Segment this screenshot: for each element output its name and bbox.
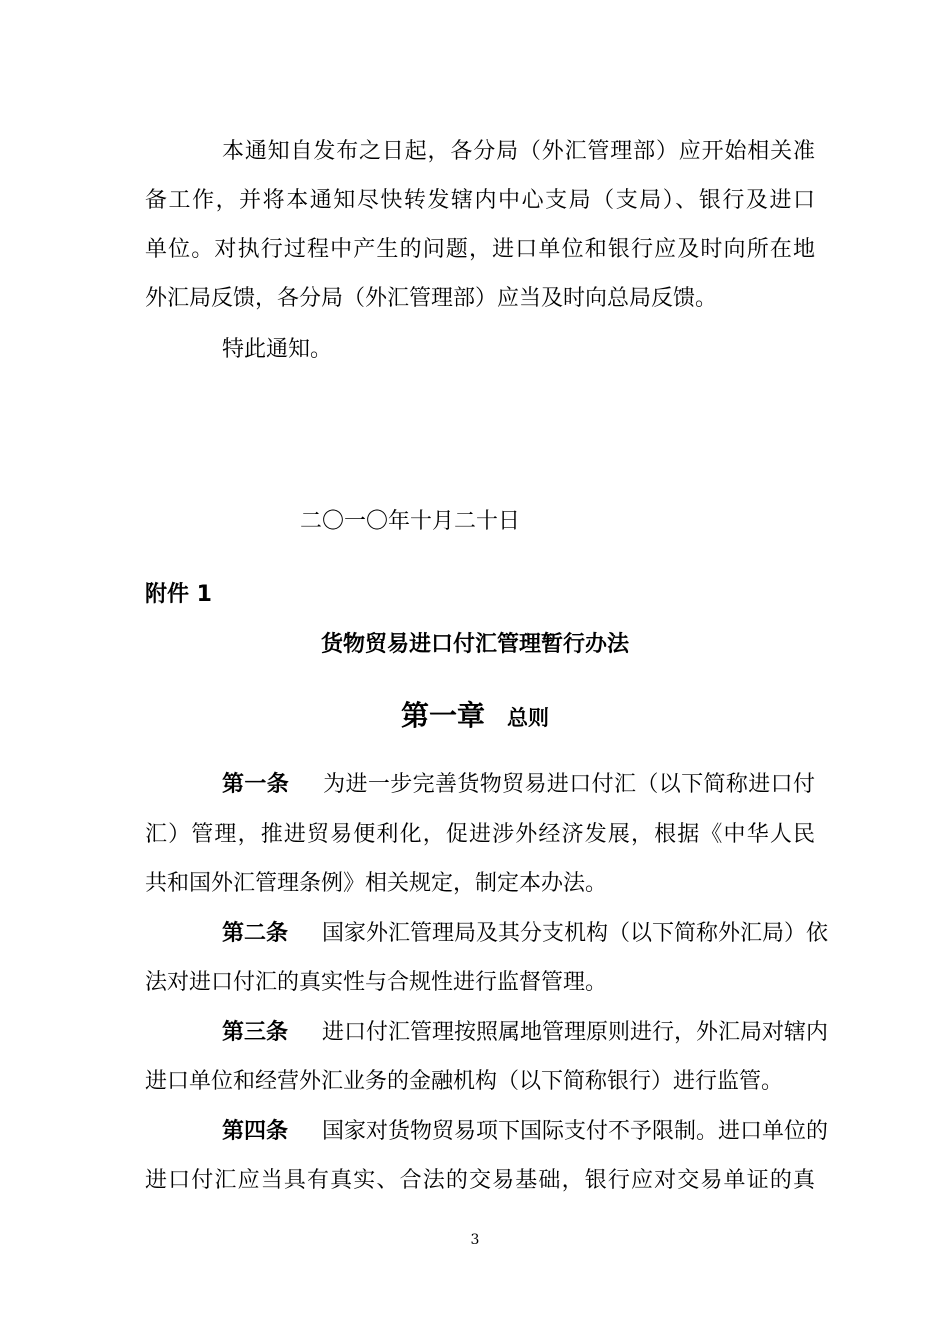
notice-date: 二〇一〇年十月二十日 <box>300 509 521 534</box>
article-label: 第三条 <box>222 1020 289 1045</box>
article-text: 国家对货物贸易项下国际支付不予限制。进口单位的 <box>322 1119 829 1144</box>
article-line <box>222 919 829 949</box>
article-label: 第四条 <box>222 1119 289 1144</box>
article-line <box>222 1117 829 1147</box>
article-line <box>222 1018 829 1048</box>
article-line: 进口单位和经营外汇业务的金融机构（以下简称银行）进行监管。 <box>145 1069 784 1094</box>
chapter-name: 总则 <box>507 706 549 730</box>
article-line: 汇）管理，推进贸易便利化，促进涉外经济发展，根据《中华人民 <box>145 822 815 847</box>
page-number: 3 <box>470 1232 480 1248</box>
article-text: 进口付汇管理按照属地管理原则进行，外汇局对辖内 <box>322 1020 829 1045</box>
article-line: 法对进口付汇的真实性与合规性进行监督管理。 <box>145 970 608 995</box>
article-line: 共和国外汇管理条例》相关规定，制定本办法。 <box>145 871 608 896</box>
notice-paragraph-line: 外汇局反馈，各分局（外汇管理部）应当及时向总局反馈。 <box>145 286 718 311</box>
notice-paragraph-line: 单位。对执行过程中产生的问题，进口单位和银行应及时向所在地 <box>145 237 815 262</box>
chapter-heading <box>0 698 950 738</box>
article-line <box>222 770 815 800</box>
article-text: 国家外汇管理局及其分支机构（以下简称外汇局）依 <box>322 921 829 946</box>
article-line: 进口付汇应当具有真实、合法的交易基础，银行应对交易单证的真 <box>145 1168 815 1193</box>
document-title: 货物贸易进口付汇管理暂行办法 <box>320 632 629 657</box>
article-text: 为进一步完善货物贸易进口付汇（以下简称进口付 <box>323 772 815 797</box>
notice-paragraph-line: 本通知自发布之日起，各分局（外汇管理部）应开始相关准 <box>222 139 815 164</box>
article-label: 第二条 <box>222 921 289 946</box>
notice-paragraph-line: 备工作，并将本通知尽快转发辖内中心支局（支局）、银行及进口 <box>145 188 815 213</box>
notice-closing: 特此通知。 <box>222 337 333 362</box>
chapter-number: 第一章 <box>400 699 485 732</box>
article-label: 第一条 <box>222 772 290 797</box>
attachment-label: 附件 1 <box>145 582 212 607</box>
